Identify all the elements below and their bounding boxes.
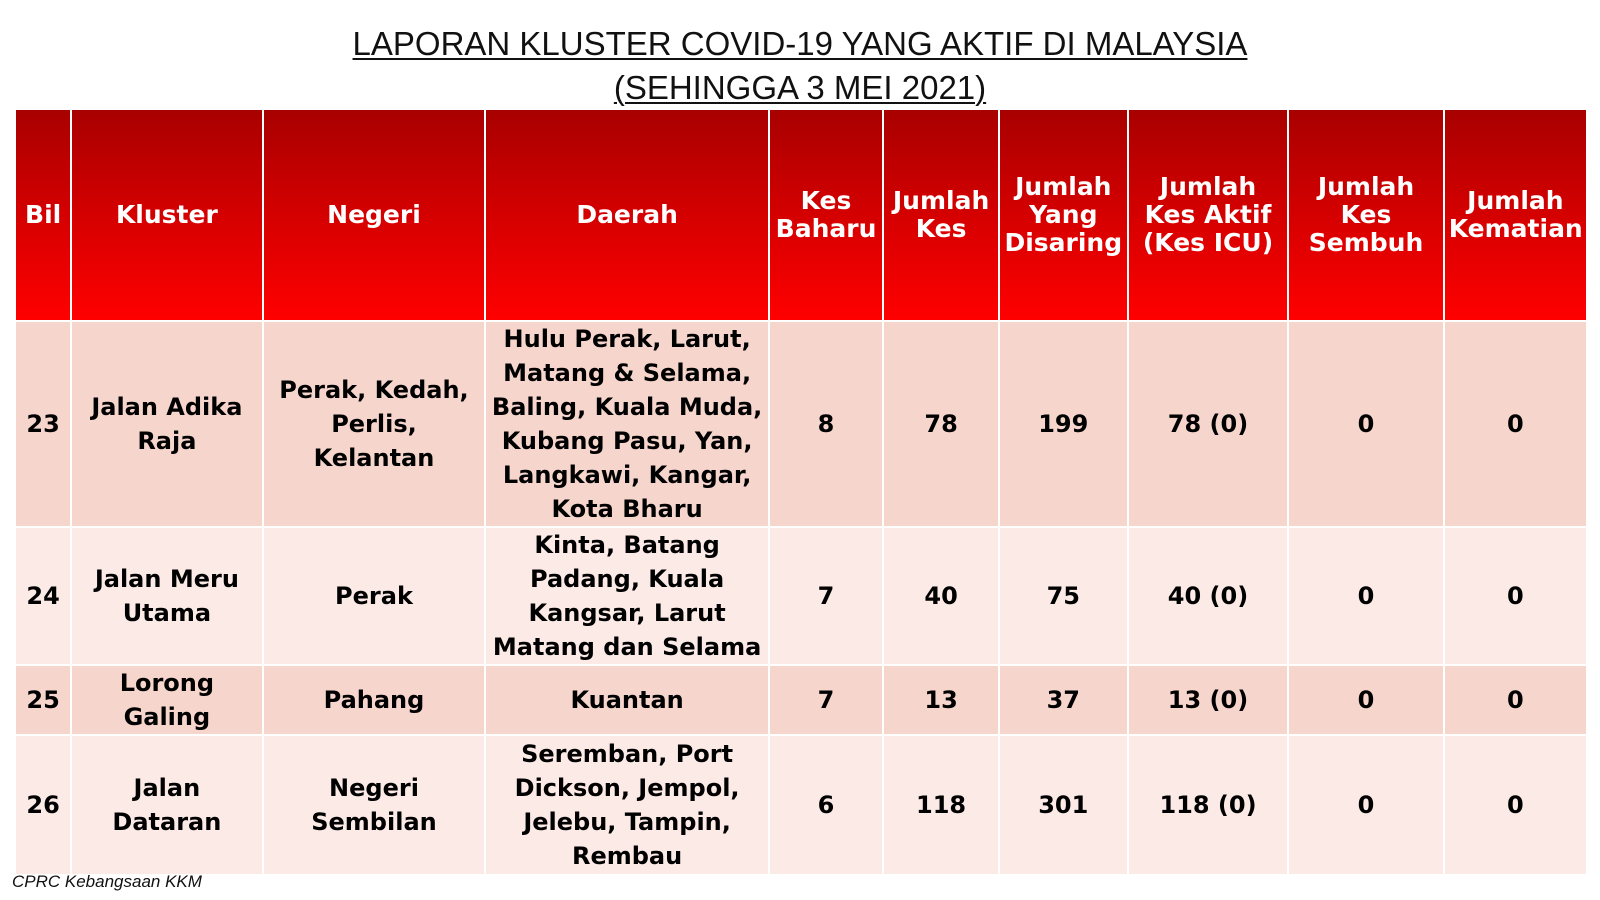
header-jumlah-kes: Jumlah Kes bbox=[883, 109, 999, 321]
cell-kes-aktif: 78 (0) bbox=[1128, 321, 1289, 527]
cell-kes-aktif: 40 (0) bbox=[1128, 527, 1289, 665]
cell-disaring: 301 bbox=[999, 735, 1128, 875]
header-daerah: Daerah bbox=[485, 109, 768, 321]
cell-disaring: 75 bbox=[999, 527, 1128, 665]
header-kluster: Kluster bbox=[71, 109, 262, 321]
cell-sembuh: 0 bbox=[1288, 665, 1443, 735]
cluster-table bbox=[14, 108, 1588, 876]
cell-kematian: 0 bbox=[1444, 527, 1587, 665]
cell-daerah: Hulu Perak, Larut, Matang & Selama, Baling, Kuala Muda, Kubang Pasu, Yan, Langkawi, Kangar, Kota Bharu bbox=[485, 321, 768, 527]
cell-kes-aktif: 13 (0) bbox=[1128, 665, 1289, 735]
cell-kematian: 0 bbox=[1444, 735, 1587, 875]
cell-kes-baharu: 6 bbox=[769, 735, 884, 875]
header-sembuh: Jumlah Kes Sembuh bbox=[1288, 109, 1443, 321]
header-kes-baharu: Kes Baharu bbox=[769, 109, 884, 321]
cell-jumlah-kes: 118 bbox=[883, 735, 999, 875]
cell-kes-aktif: 118 (0) bbox=[1128, 735, 1289, 875]
cell-kematian: 0 bbox=[1444, 665, 1587, 735]
header-kes-aktif: Jumlah Kes Aktif (Kes ICU) bbox=[1128, 109, 1289, 321]
cell-disaring: 37 bbox=[999, 665, 1128, 735]
source-footer: CPRC Kebangsaan KKM bbox=[12, 872, 202, 891]
cell-kluster: Jalan Dataran bbox=[71, 735, 262, 875]
cell-kes-baharu: 7 bbox=[769, 665, 884, 735]
cell-negeri: Pahang bbox=[263, 665, 486, 735]
cell-kluster: Jalan Meru Utama bbox=[71, 527, 262, 665]
cell-kes-baharu: 8 bbox=[769, 321, 884, 527]
cell-daerah: Seremban, Port Dickson, Jempol, Jelebu, Tampin, Rembau bbox=[485, 735, 768, 875]
header-kematian: Jumlah Kematian bbox=[1444, 109, 1587, 321]
cell-jumlah-kes: 13 bbox=[883, 665, 999, 735]
cell-negeri: Perak bbox=[263, 527, 486, 665]
cell-kematian: 0 bbox=[1444, 321, 1587, 527]
cell-kes-baharu: 7 bbox=[769, 527, 884, 665]
cell-bil: 25 bbox=[15, 665, 71, 735]
cell-bil: 23 bbox=[15, 321, 71, 527]
table-row bbox=[15, 665, 1587, 735]
title-line-1: LAPORAN KLUSTER COVID-19 YANG AKTIF DI MALAYSIA bbox=[352, 25, 1248, 62]
cell-daerah: Kinta, Batang Padang, Kuala Kangsar, Larut Matang dan Selama bbox=[485, 527, 768, 665]
header-disaring: Jumlah Yang Disaring bbox=[999, 109, 1128, 321]
cell-sembuh: 0 bbox=[1288, 527, 1443, 665]
table-row bbox=[15, 321, 1587, 527]
cell-bil: 24 bbox=[15, 527, 71, 665]
cell-daerah: Kuantan bbox=[485, 665, 768, 735]
header-bil: Bil bbox=[15, 109, 71, 321]
cell-negeri: Perak, Kedah, Perlis, Kelantan bbox=[263, 321, 486, 527]
cell-kluster: Lorong Galing bbox=[71, 665, 262, 735]
cell-disaring: 199 bbox=[999, 321, 1128, 527]
page-title bbox=[0, 22, 1600, 110]
title-line-2: (SEHINGGA 3 MEI 2021) bbox=[613, 69, 987, 106]
cell-sembuh: 0 bbox=[1288, 735, 1443, 875]
cell-bil: 26 bbox=[15, 735, 71, 875]
table-header-row bbox=[15, 109, 1587, 321]
cell-sembuh: 0 bbox=[1288, 321, 1443, 527]
cell-jumlah-kes: 40 bbox=[883, 527, 999, 665]
cell-jumlah-kes: 78 bbox=[883, 321, 999, 527]
table-row bbox=[15, 735, 1587, 875]
cell-negeri: Negeri Sembilan bbox=[263, 735, 486, 875]
table-row bbox=[15, 527, 1587, 665]
cell-kluster: Jalan Adika Raja bbox=[71, 321, 262, 527]
header-negeri: Negeri bbox=[263, 109, 486, 321]
